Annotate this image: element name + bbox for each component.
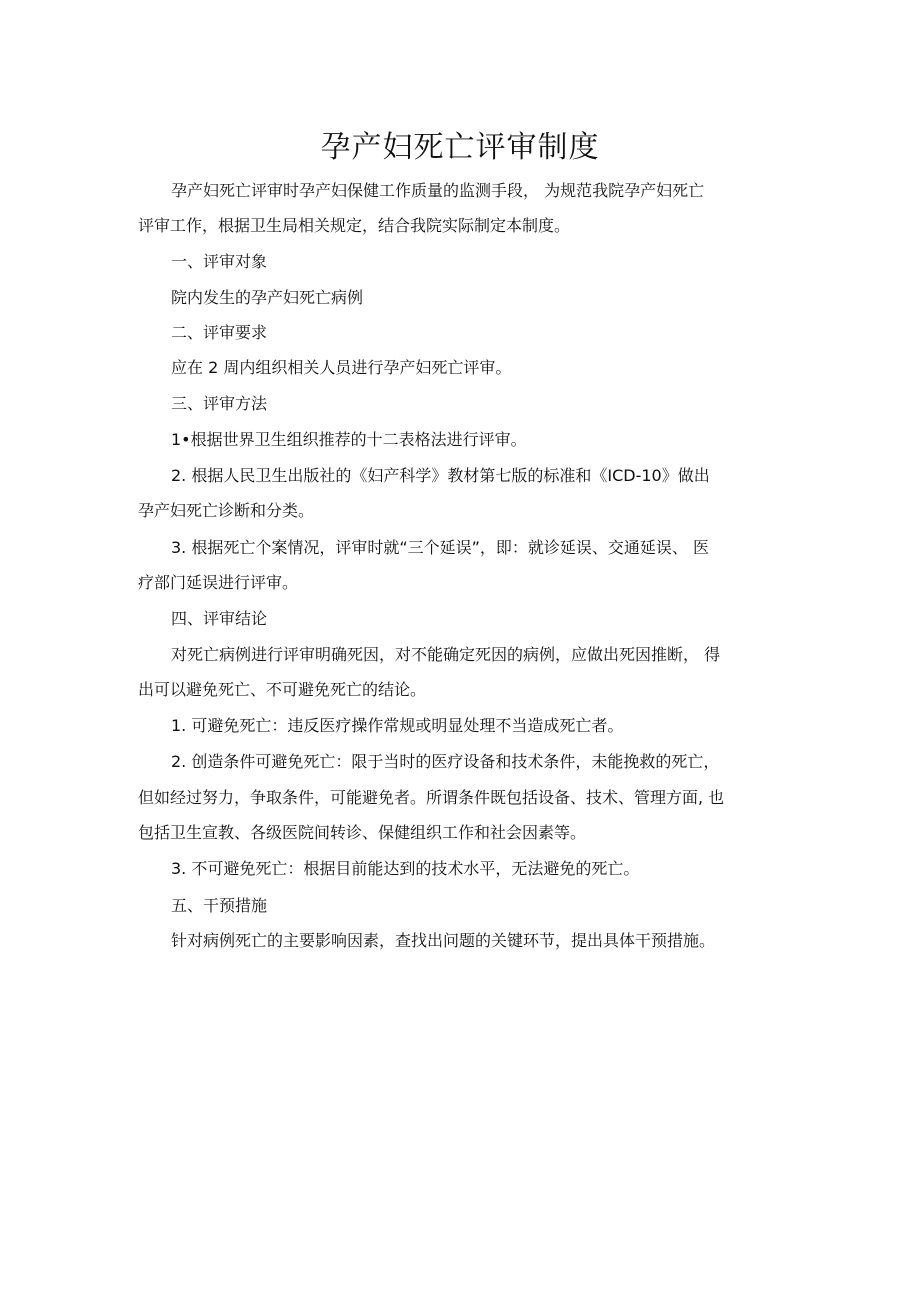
section-1-text: 院内发生的孕产妇死亡病例 bbox=[171, 288, 364, 307]
section-2-text: 应在 2 周内组织相关人员进行孕产妇死亡评审。 bbox=[171, 358, 512, 377]
section-3-item-2-line-1: 2. 根据人民卫生出版社的《妇产科学》教材第七版的标准和《ICD-10》做出 bbox=[171, 466, 710, 485]
section-4-item-2-line-3: 包括卫生宣教、各级医院间转诊、保健组织工作和社会因素等。 bbox=[138, 823, 587, 842]
section-heading-5: 五、干预措施 bbox=[171, 896, 268, 915]
section-3-item-3-line-1: 3. 根据死亡个案情况，评审时就“三个延误”，即：就诊延误、交通延误、 医 bbox=[171, 538, 710, 557]
section-heading-4: 四、评审结论 bbox=[171, 609, 268, 628]
section-3-item-2-line-2: 孕产妇死亡诊断和分类。 bbox=[138, 501, 315, 520]
section-3-item-3-line-2: 疗部门延误进行评审。 bbox=[138, 573, 299, 592]
section-4-item-1: 1. 可避免死亡：违反医疗操作常规或明显处理不当造成死亡者。 bbox=[171, 716, 624, 735]
section-5-text: 针对病例死亡的主要影响因素，查找出问题的关键环节，提出具体干预措施。 bbox=[171, 931, 716, 950]
section-heading-2: 二、评审要求 bbox=[171, 323, 268, 342]
section-4-item-2-line-2: 但如经过努力，争取条件，可能避免者。所谓条件既包括设备、技术、管理方面, 也 bbox=[138, 788, 725, 807]
section-4-item-2-line-1: 2. 创造条件可避免死亡：限于当时的医疗设备和技术条件，未能挽救的死亡， bbox=[171, 752, 720, 771]
paragraph-intro-line-1: 孕产妇死亡评审时孕产妇保健工作质量的监测手段， 为规范我院孕产妇死亡 bbox=[171, 181, 705, 200]
section-heading-1: 一、评审对象 bbox=[171, 252, 268, 271]
document-title: 孕产妇死亡评审制度 bbox=[320, 130, 600, 165]
section-4-text-line-2: 出可以避免死亡、不可避免死亡的结论。 bbox=[138, 680, 427, 699]
paragraph-intro-line-2: 评审工作，根据卫生局相关规定，结合我院实际制定本制度。 bbox=[138, 216, 571, 235]
section-3-item-1: 1•根据世界卫生组织推荐的十二表格法进行评审。 bbox=[171, 430, 527, 449]
section-4-text-line-1: 对死亡病例进行评审明确死因，对不能确定死因的病例，应做出死因推断， 得 bbox=[171, 645, 721, 664]
section-4-item-3: 3. 不可避免死亡：根据目前能达到的技术水平，无法避免的死亡。 bbox=[171, 859, 640, 878]
section-heading-3: 三、评审方法 bbox=[171, 394, 268, 413]
